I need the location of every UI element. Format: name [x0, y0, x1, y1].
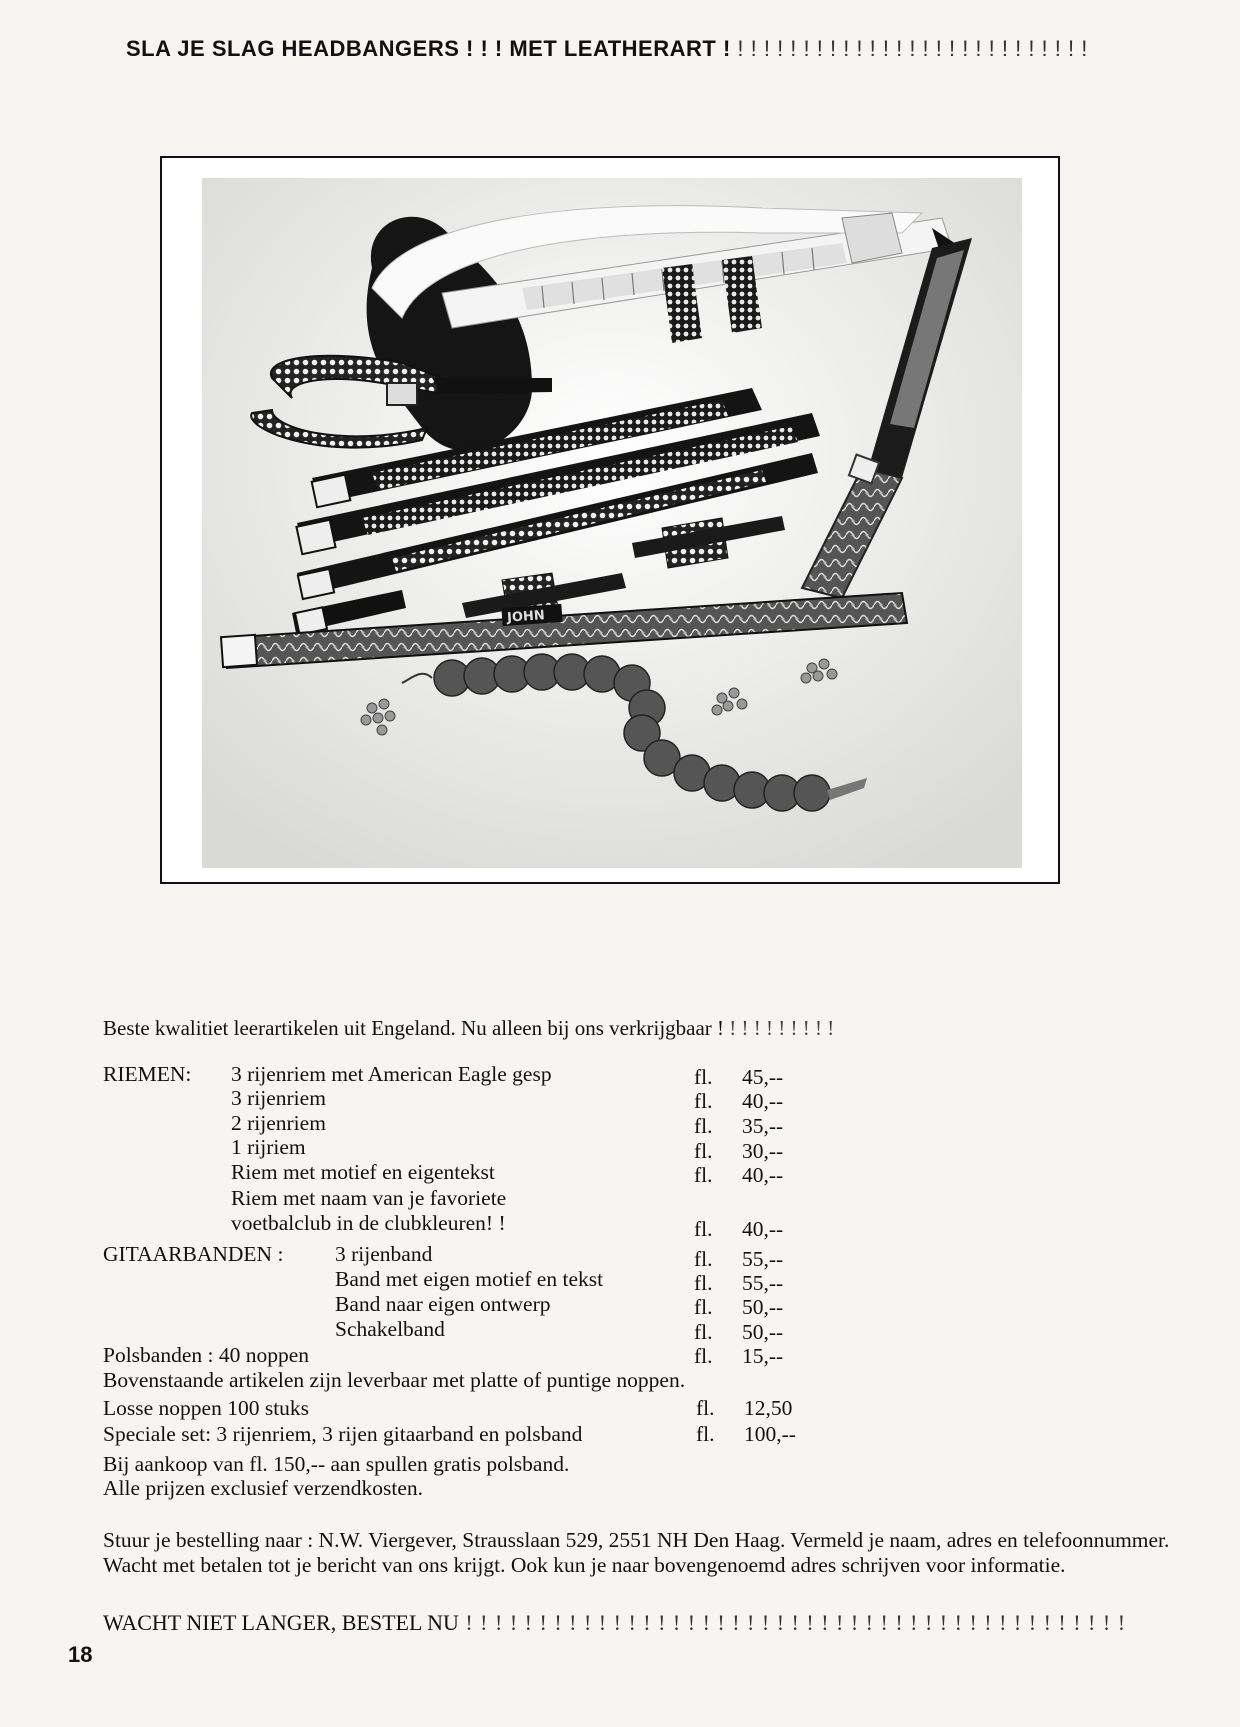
gitaarbanden-heading: GITAARBANDEN : — [103, 1242, 284, 1266]
losse-noppen-price: fl. 12,50 — [696, 1396, 793, 1420]
riemen-item-name: voetbalclub in de clubkleuren! ! — [231, 1211, 506, 1235]
gitaarbanden-item-name: Band naar eigen ontwerp — [335, 1292, 551, 1316]
riemen-heading: RIEMEN: — [103, 1062, 192, 1086]
closing-line — [103, 1610, 1126, 1636]
riemen-item-name: Riem met naam van je favoriete — [231, 1186, 507, 1210]
gitaarbanden-item-price: fl. 50,-- — [694, 1295, 784, 1319]
order-instructions: Stuur je bestelling naar : N.W. Viergever, Strausslaan 529, 2551 NH Den Haag. Vermeld je naam, adres en telefoonnummer. Wacht met betalen tot je bericht van ons krijgt. Ook kun je naar bovengenoemd adres schrijven voor informatie. — [103, 1528, 1170, 1577]
riemen-item-price: fl. 30,-- — [694, 1139, 784, 1163]
riemen-item-price: fl. 40,-- — [694, 1089, 784, 1113]
closing-exclamations: ! ! ! ! ! ! ! ! ! ! ! ! ! ! ! ! ! ! ! ! ! ! ! ! ! ! ! ! ! ! ! ! ! ! ! ! ! ! ! ! ! ! ! ! ! — [458, 1610, 1127, 1635]
riemen-item-price: fl. 40,-- — [694, 1163, 784, 1187]
riemen-item-price: fl. 45,-- — [694, 1065, 784, 1089]
intro-exclamations: ! ! ! ! ! ! ! ! ! — [724, 1016, 835, 1040]
closing-text: WACHT NIET LANGER, BESTEL NU — [103, 1610, 459, 1635]
gitaarbanden-item-name: Schakelband — [335, 1317, 445, 1341]
polsbanden-price: fl. 15,-- — [694, 1344, 784, 1368]
gitaarbanden-item-name: 3 rijenband — [335, 1242, 433, 1266]
speciale-set-price: fl. 100,-- — [696, 1422, 796, 1446]
page-headline — [126, 36, 1186, 62]
page-number: 18 — [68, 1642, 93, 1667]
intro-text: Beste kwalitiet leerartikelen uit Engeland. Nu alleen bij ons verkrijgbaar ! — [103, 1016, 725, 1040]
gitaarbanden-item-name: Band met eigen motief en tekst — [335, 1267, 604, 1291]
gitaarbanden-item-price: fl. 55,-- — [694, 1247, 784, 1271]
gratis-note: Bij aankoop van fl. 150,-- aan spullen gratis polsband. — [103, 1452, 570, 1476]
riemen-item-name: 2 rijenriem — [231, 1111, 326, 1135]
noppen-note: Bovenstaande artikelen zijn leverbaar met platte of puntige noppen. — [103, 1368, 686, 1392]
speciale-set-line: Speciale set: 3 rijenriem, 3 rijen gitaarband en polsband — [103, 1422, 583, 1446]
riemen-item-name: Riem met motief en eigentekst — [231, 1160, 495, 1184]
riemen-item-name: 3 rijenriem met American Eagle gesp — [231, 1062, 552, 1086]
intro-line — [103, 1016, 834, 1041]
product-photo — [160, 156, 1060, 884]
polsbanden-line: Polsbanden : 40 noppen — [103, 1343, 310, 1367]
riemen-item-name: 3 rijenriem — [231, 1086, 326, 1110]
riemen-item-name: 1 rijriem — [231, 1135, 306, 1159]
headline-text: SLA JE SLAG HEADBANGERS ! ! ! MET LEATHERART ! — [126, 36, 731, 61]
gitaarbanden-item-price: fl. 50,-- — [694, 1320, 784, 1344]
guitar-strap-name: JOHN — [506, 608, 546, 626]
losse-noppen-line: Losse noppen 100 stuks — [103, 1396, 310, 1420]
prices-note: Alle prijzen exclusief verzendkosten. — [103, 1476, 423, 1500]
headline-exclamations: ! ! ! ! ! ! ! ! ! ! ! ! ! ! ! ! ! ! ! ! ! ! ! ! ! ! ! — [730, 36, 1088, 61]
riemen-item-price: fl. 35,-- — [694, 1114, 784, 1138]
leather-goods-photo-icon — [202, 178, 1022, 868]
riemen-item-price: fl. 40,-- — [694, 1217, 784, 1241]
gitaarbanden-item-price: fl. 55,-- — [694, 1271, 784, 1295]
